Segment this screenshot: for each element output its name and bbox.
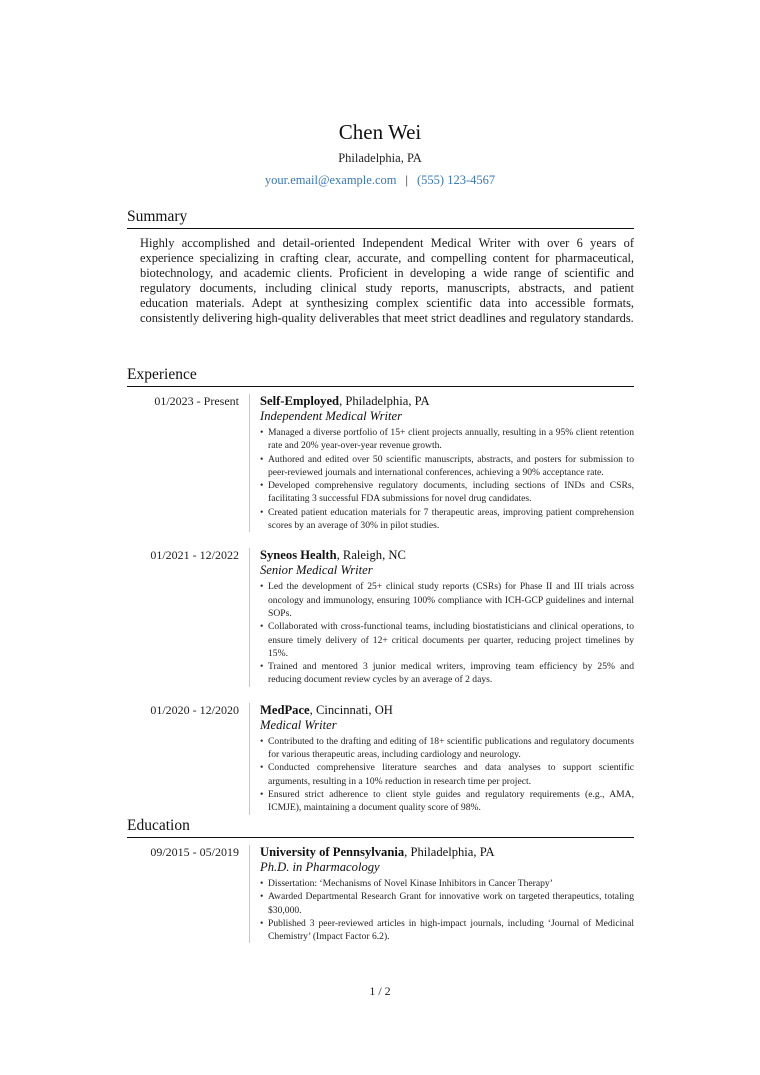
entry-location: , Cincinnati, OH [309,702,393,717]
bullet-icon: • [260,480,264,492]
experience-entries [127,394,634,815]
entry-dates: 09/2015 - 05/2019 [150,845,239,859]
bullet-item [260,620,634,660]
entry-heading [260,394,634,409]
education-entry [127,845,634,943]
entry-heading [260,845,634,860]
bullet-item [260,735,634,762]
bullet-icon: • [260,878,264,889]
bullet-text: Collaborated with cross-functional teams, including biostatisticians and clinical operations, to ensure timely delivery of 12+ critical documents per quarter, reducing project timelines by 15%. [268,621,634,659]
bullet-item [260,917,634,944]
entry-role: Independent Medical Writer [260,409,402,423]
bullet-text: Trained and mentored 3 junior medical writers, improving team efficiency by 25% and reducing document review cycles by an average of 2 days. [268,661,634,686]
education-section [127,817,634,943]
experience-entry [127,394,634,532]
bullet-item [260,788,634,815]
entry-location: , Philadelphia, PA [404,845,495,859]
bullet-icon: • [260,581,264,593]
entry-organization: University of Pennsylvania [260,845,405,859]
education-entries [127,845,634,943]
bullet-text: Led the development of 25+ clinical study reports (CSRs) for Phase II and III trials across oncology and immunology, ensuring 100% compliance with ICH-GCP guidelines and internal SOPs. [268,581,634,619]
bullet-item [260,761,634,788]
entry-location: , Raleigh, NC [336,548,406,563]
education-heading: Education [127,817,634,838]
bullet-icon: • [260,661,264,673]
bullet-icon: • [260,917,264,929]
bullet-icon: • [260,735,264,747]
bullet-item [260,426,634,453]
entry-heading [260,703,634,718]
summary-text: Highly accomplished and detail-oriented Independent Medical Writer with over 6 years of experience specializing in crafting clear, accurate, and compelling content for pharmaceutical, biotechnology, and academic clients. Proficient in developing a wide range of scientific and regulatory documents, including clinical study reports, manuscripts, abstracts, and patient education materials. Adept at synthesizing complex scientific data into accessible formats, consistently delivering high-quality deliverables that meet strict deadlines and regulatory standards. [140,236,634,325]
bullet-icon: • [260,453,264,465]
entry-dates: 01/2023 - Present [154,394,239,408]
entry-heading [260,548,634,563]
bullet-item [260,506,634,533]
entry-body [249,394,634,532]
bullet-item [260,890,634,917]
email-link[interactable]: your.email@example.com [264,173,397,187]
contact-separator: | [405,173,408,187]
entry-role: Senior Medical Writer [260,563,373,578]
bullet-icon: • [260,762,264,774]
candidate-name: Chen Wei [338,120,422,144]
phone-link[interactable]: (555) 123-4567 [417,173,496,187]
entry-role: Ph.D. in Pharmacology [260,860,380,874]
bullet-item [260,877,634,890]
bullet-item [260,453,634,480]
bullet-text: Developed comprehensive regulatory documents, including sections of INDs and CSRs, facilitating 3 successful FDA submissions for novel drug candidates. [268,480,634,505]
bullet-text: Ensured strict adherence to client style guides and regulatory requirements (e.g., AMA, ICMJE), maintaining a document quality score of 98%. [268,788,634,814]
bullet-text: Awarded Departmental Research Grant for innovative work on targeted therapeutics, totaling $30,000. [268,891,634,916]
bullet-text: Authored and edited over 50 scientific manuscripts, abstracts, and posters for submission to peer-reviewed journals and international conferences, achieving a 90% acceptance rate. [268,453,634,478]
entry-body [249,845,634,943]
bullet-icon: • [260,788,264,800]
entry-bullet-list [260,735,634,815]
bullet-text: Managed a diverse portfolio of 15+ client projects annually, resulting in a 95% client retention rate and 20% year-over-year revenue growth. [268,427,634,452]
resume-header [0,118,760,189]
entry-bullet-list [260,580,634,686]
entry-dates: 01/2021 - 12/2022 [150,548,239,563]
bullet-text: Contributed to the drafting and editing of 18+ scientific publications and regulatory documents for various therapeutic areas, including cardiology and neurology. [268,735,634,761]
bullet-item [260,580,634,620]
contact-line [0,171,760,189]
experience-entry [127,548,634,686]
page-number: 1 / 2 [369,984,391,998]
bullet-icon: • [260,891,264,903]
experience-heading: Experience [127,366,634,387]
bullet-icon: • [260,506,264,518]
entry-organization: Self-Employed [260,394,340,408]
entry-organization: Syneos Health [260,548,337,563]
entry-bullet-list [260,877,634,943]
summary-heading: Summary [127,208,634,229]
bullet-icon: • [260,621,264,633]
entry-organization: MedPace [260,702,310,717]
entry-bullet-list [260,426,634,532]
candidate-location: Philadelphia, PA [338,151,422,165]
entry-location: , Philadelphia, PA [339,394,430,408]
bullet-text: Published 3 peer-reviewed articles in high-impact journals, including ‘Journal of Medicinal Chemistry’ (Impact Factor 6.2). [268,917,634,943]
entry-body [249,548,634,686]
entry-body [249,703,634,815]
bullet-text: Dissertation: ‘Mechanisms of Novel Kinase Inhibitors in Cancer Therapy’ [268,878,553,889]
experience-section [127,366,634,815]
experience-entry [127,703,634,815]
entry-dates: 01/2020 - 12/2020 [150,702,239,717]
bullet-item [260,479,634,506]
bullet-icon: • [260,427,264,438]
bullet-item [260,660,634,687]
bullet-text: Conducted comprehensive literature searches and data analyses to support scientific arguments, resulting in a 10% reduction in research time per project. [268,762,634,787]
bullet-text: Created patient education materials for 7 therapeutic areas, improving patient comprehension scores by an average of 30% in pilot studies. [268,506,634,532]
entry-role: Medical Writer [260,717,337,732]
summary-section [127,208,634,326]
